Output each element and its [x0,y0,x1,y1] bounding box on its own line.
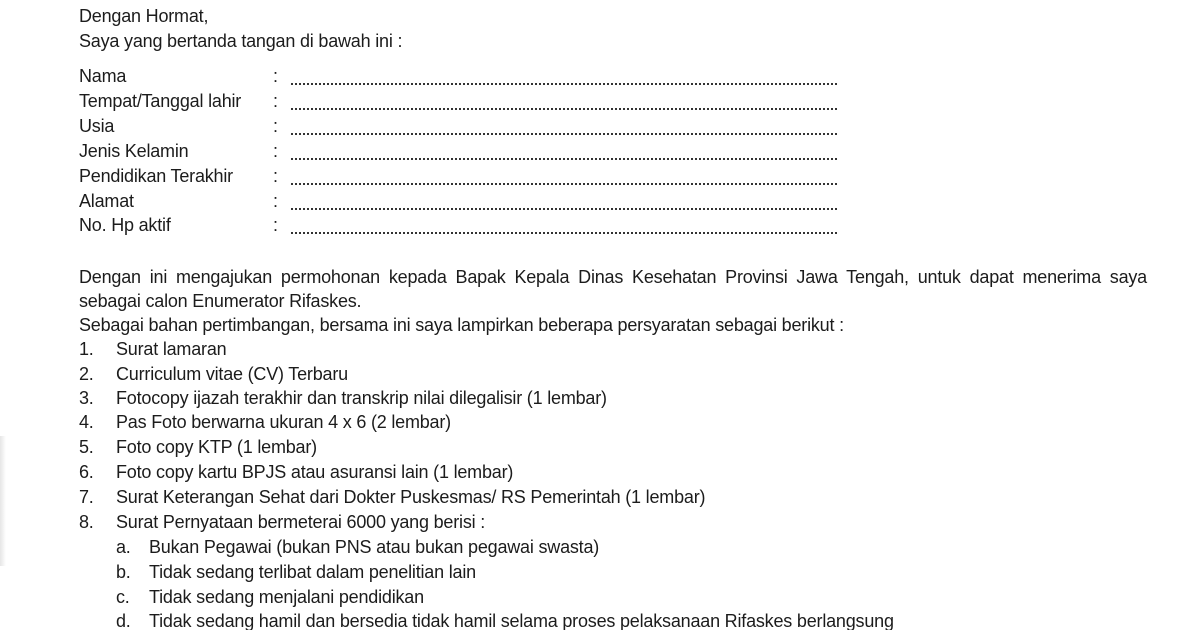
list-number: 7. [79,487,94,507]
field-colon: : [273,215,278,235]
field-dotted-line [291,94,837,110]
sub-list-item: Bukan Pegawai (bukan PNS atau bukan pegawai swasta) [149,537,600,557]
sub-list-letter: c. [116,587,130,607]
list-item: Surat lamaran [116,339,227,359]
list-number: 5. [79,437,94,457]
sub-list-item: Tidak sedang terlibat dalam penelitian lain [149,562,476,582]
sub-list-letter: b. [116,562,131,582]
list-number: 1. [79,339,94,359]
list-item: Surat Keterangan Sehat dari Dokter Puskesmas/ RS Pemerintah (1 lembar) [116,487,706,507]
considerations-text: Sebagai bahan pertimbangan, bersama ini saya lampirkan beberapa persyaratan sebagai berikut : [79,315,844,335]
application-paragraph-line-1: Dengan ini mengajukan permohonan kepada Bapak Kepala Dinas Kesehatan Provinsi Jawa Tengah, untuk dapat menerima saya [79,267,1147,287]
greeting: Dengan Hormat, [79,6,209,26]
field-dotted-line [291,218,837,234]
sub-list-letter: d. [116,611,131,630]
field-colon: : [273,91,278,111]
list-item: Curriculum vitae (CV) Terbaru [116,364,348,384]
scan-edge-shadow [0,436,6,566]
list-number: 6. [79,462,94,482]
list-item: Foto copy kartu BPJS atau asuransi lain (1 lembar) [116,462,514,482]
list-item: Fotocopy ijazah terakhir dan transkrip nilai dilegalisir (1 lembar) [116,388,607,408]
sub-list-item: Tidak sedang hamil dan bersedia tidak hamil selama proses pelaksanaan Rifaskes berlangsung [149,611,894,630]
field-dotted-line [291,144,837,160]
field-colon: : [273,166,278,186]
sub-list-letter: a. [116,537,131,557]
field-label-pendidikan-terakhir: Pendidikan Terakhir [79,166,233,186]
field-colon: : [273,191,278,211]
list-number: 3. [79,388,94,408]
field-label-usia: Usia [79,116,115,136]
list-number: 2. [79,364,94,384]
field-dotted-line [291,194,837,210]
field-label-nama: Nama [79,66,127,86]
intro-text: Saya yang bertanda tangan di bawah ini : [79,31,403,51]
field-label-alamat: Alamat [79,191,134,211]
field-dotted-line [291,69,837,85]
list-item: Foto copy KTP (1 lembar) [116,437,317,457]
list-item: Pas Foto berwarna ukuran 4 x 6 (2 lembar) [116,412,451,432]
list-number: 8. [79,512,94,532]
field-dotted-line [291,119,837,135]
list-item: Surat Pernyataan bermeterai 6000 yang berisi : [116,512,486,532]
application-paragraph-line-2: sebagai calon Enumerator Rifaskes. [79,291,362,311]
field-label-jenis-kelamin: Jenis Kelamin [79,141,189,161]
field-dotted-line [291,169,837,185]
field-label-no-hp: No. Hp aktif [79,215,171,235]
list-number: 4. [79,412,94,432]
field-label-tempat-tanggal-lahir: Tempat/Tanggal lahir [79,91,242,111]
field-colon: : [273,66,278,86]
field-colon: : [273,116,278,136]
sub-list-item: Tidak sedang menjalani pendidikan [149,587,424,607]
field-colon: : [273,141,278,161]
